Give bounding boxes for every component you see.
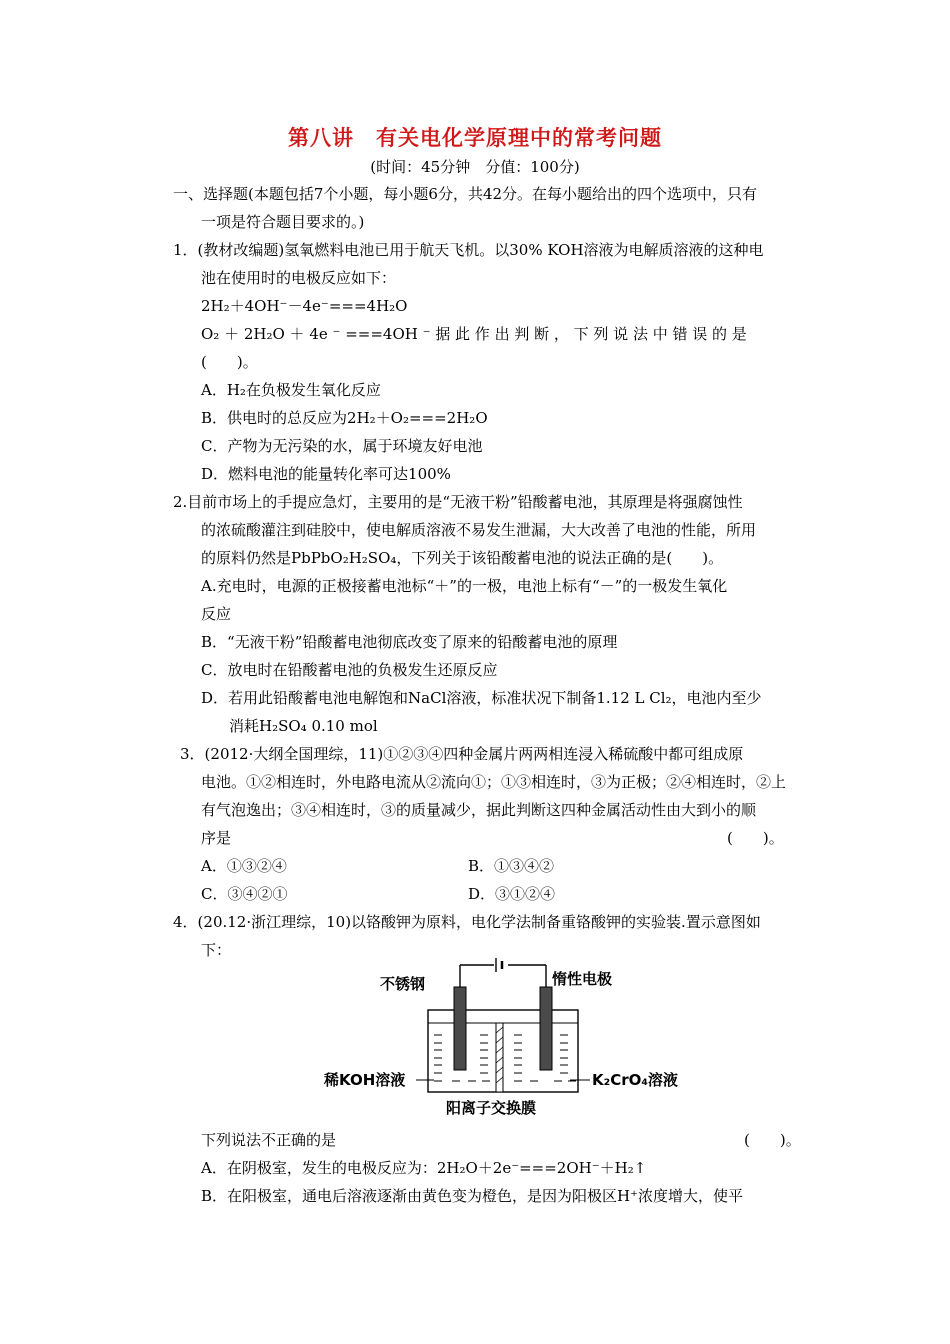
electrolysis-diagram [318,955,688,1125]
q2-option-a-line1: A.充电时，电源的正极接蓄电池标“＋”的一极，电池上标有“－”的一极发生氧化 [201,577,728,595]
page-title: 第八讲 有关电化学原理中的常考问题 [288,125,662,150]
q2-option-d-line2: 消耗H₂SO₄ 0.10 mol [229,717,378,735]
q1-option-a: A．H₂在负极发生氧化反应 [201,381,381,399]
label-k2cro4: K₂CrO₄溶液 [592,1071,678,1089]
q1-option-c: C．产物为无污染的水，属于环境友好电池 [201,437,483,455]
q1-option-d: D．燃料电池的能量转化率可达100% [201,465,451,483]
q2-stem-line3: 的原料仍然是PbPbO₂H₂SO₄，下列关于该铅酸蓄电池的说法正确的是( )。 [201,549,724,567]
section-instructions-line2: 一项是符合题目要求的。) [201,213,365,231]
label-stainless-steel: 不锈钢 [380,975,426,993]
stainless-steel-electrode [454,987,466,1070]
q1-stem-line1: 1．(教材改编题)氢氧燃料电池已用于航天飞机。以30% KOH溶液为电解质溶液的这种电 [173,241,764,259]
q2-stem-line1: 2.目前市场上的手提应急灯，主要用的是“无液干粉”铅酸蓄电池，其原理是将强腐蚀性 [173,493,743,511]
q2-option-b: B．“无液干粉”铅酸蓄电池彻底改变了原来的铅酸蓄电池的原理 [201,633,618,651]
q3-stem-line4: 序是 [201,829,232,847]
q3-stem-line1: 3．(2012·大纲全国理综，11)①②③④四种金属片两两相连浸入稀硫酸中都可组成原 [180,745,744,763]
q1-equation-2: O₂ ＋ 2H₂O ＋ 4e ⁻ ===4OH ⁻ 据 此 作 出 判 断 ， 下 列 说 法 中 错 误 的 是 [201,325,747,343]
q3-stem-line3: 有气泡逸出；③④相连时，③的质量减少，据此判断这四种金属活动性由大到小的顺 [201,801,757,819]
q3-option-b: B．①③④② [468,857,555,875]
label-dilute-koh: 稀KOH溶液 [324,1071,406,1089]
q3-option-d: D．③①②④ [468,885,556,903]
page-subtitle: (时间：45分钟 分值：100分) [370,158,580,176]
label-cation-membrane: 阳离子交换膜 [446,1099,537,1117]
q1-option-b: B．供电时的总反应为2H₂＋O₂===2H₂O [201,409,488,427]
label-inert-electrode: 惰性电极 [552,970,613,988]
q2-option-d-line1: D．若用此铅酸蓄电池电解饱和NaCl溶液，标准状况下制备1.12 L Cl₂，电池内至少 [201,689,762,707]
q1-equation-1: 2H₂＋4OH⁻－4e⁻===4H₂O [201,297,408,315]
section-instructions-line1: 一、选择题(本题包括7个小题，每小题6分，共42分。在每小题给出的四个选项中，只有 [173,185,758,203]
q4-option-b: B．在阳极室，通电后溶液逐渐由黄色变为橙色，是因为阳极区H⁺浓度增大，使平 [201,1187,744,1205]
q2-option-a-line2: 反应 [201,605,232,623]
inert-electrode [540,987,552,1070]
q4-question: 下列说法不正确的是 [201,1131,337,1149]
q4-option-a: A．在阴极室，发生的电极反应为：2H₂O＋2e⁻===2OH⁻＋H₂↑ [201,1159,647,1177]
q1-stem-line2: 池在使用时的电极反应如下： [201,269,397,287]
q1-answer-blank: ( )。 [201,353,258,371]
q4-answer-blank: ( )。 [744,1131,801,1149]
q4-stem-line1: 4．(20.12·浙江理综，10)以铬酸钾为原料，电化学法制备重铬酸钾的实验装.置示意图如 [173,913,761,931]
q3-stem-line2: 电池。①②相连时，外电路电流从②流向①；①③相连时，③为正极；②④相连时，②上 [201,773,787,791]
q3-answer-blank: ( )。 [727,829,784,847]
q3-option-a: A．①③②④ [201,857,287,875]
q4-stem-line2: 下： [201,941,232,959]
q2-option-c: C．放电时在铅酸蓄电池的负极发生还原反应 [201,661,498,679]
q3-option-c: C．③④②① [201,885,288,903]
q2-stem-line2: 的浓硫酸灌注到硅胶中，使电解质溶液不易发生泄漏，大大改善了电池的性能，所用 [201,521,757,539]
